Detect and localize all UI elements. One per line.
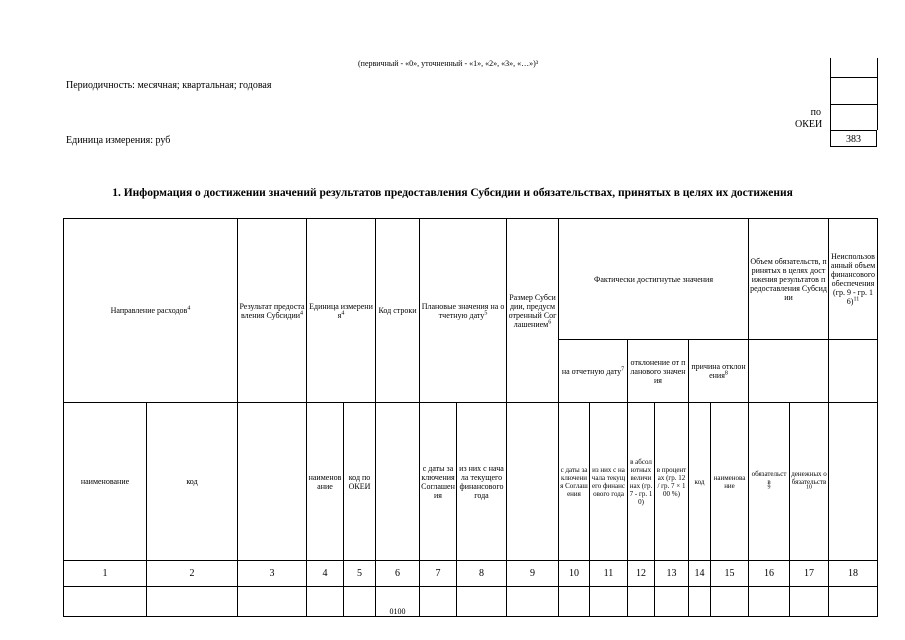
table-cell[interactable] bbox=[147, 587, 238, 617]
col-number: 7 bbox=[420, 561, 457, 587]
col-number: 11 bbox=[590, 561, 628, 587]
header-plan: Плановые значения на отчетную дату$^5$ bbox=[420, 219, 507, 403]
col-number: 3 bbox=[238, 561, 307, 587]
col-number: 13 bbox=[655, 561, 689, 587]
table-cell[interactable] bbox=[238, 587, 307, 617]
col-number: 8 bbox=[457, 561, 507, 587]
table-cell[interactable] bbox=[307, 587, 344, 617]
header-unused-sub bbox=[829, 340, 878, 403]
header-unused: Неиспользованный объем финансового обеспечения (гр. 9 - гр. 16)$^{11}$ bbox=[829, 219, 878, 340]
header-obligations-sub bbox=[749, 340, 829, 403]
table-cell[interactable] bbox=[64, 587, 147, 617]
table-row bbox=[64, 587, 878, 617]
results-table bbox=[63, 218, 878, 617]
col-number: 18 bbox=[829, 561, 878, 587]
table-cell[interactable] bbox=[628, 587, 655, 617]
col-actual-since-year: из них с начала текущего финансового года bbox=[590, 403, 628, 561]
table-cell[interactable] bbox=[655, 587, 689, 617]
header-direction: Направление расходов$^4$ bbox=[64, 219, 238, 403]
header-deviation: отклонение от планового значения bbox=[628, 340, 689, 403]
line-code-cell: 0100 bbox=[376, 587, 420, 617]
col-number: 16 bbox=[749, 561, 790, 587]
col-okei: код по ОКЕИ bbox=[344, 403, 376, 561]
table-cell[interactable] bbox=[711, 587, 749, 617]
col-unused-empty bbox=[829, 403, 878, 561]
report-type-note: (первичный - «0», уточненный - «1», «2», «3», «…»)³ bbox=[358, 59, 539, 68]
col-code: код bbox=[147, 403, 238, 561]
column-numbers-row bbox=[64, 561, 878, 587]
col-deviation-pct: в процентах (гр. 12 / гр. 7 × 100 %) bbox=[655, 403, 689, 561]
col-reason-name: наименование bbox=[711, 403, 749, 561]
header-result: Результат предоставления Субсидии$^4$ bbox=[238, 219, 307, 403]
table-cell[interactable] bbox=[790, 587, 829, 617]
col-actual-since-agreement: с даты заключения Соглашения bbox=[559, 403, 590, 561]
table-cell[interactable] bbox=[689, 587, 711, 617]
col-deviation-abs: в абсолютных величинах (гр. 7 - гр. 10) bbox=[628, 403, 655, 561]
col-number: 12 bbox=[628, 561, 655, 587]
header-actual: Фактически достигнутые значения bbox=[559, 219, 749, 340]
col-unit-name: наименование bbox=[307, 403, 344, 561]
col-plan-since-agreement: с даты заключения Соглашения bbox=[420, 403, 457, 561]
unit-label: Единица измерения: руб bbox=[66, 135, 171, 146]
col-money-obligations: денежных обязательств $^{10}$ bbox=[790, 403, 829, 561]
col-plan-since-year: из них с начала текущего финансового года bbox=[457, 403, 507, 561]
table-cell[interactable] bbox=[420, 587, 457, 617]
col-number: 17 bbox=[790, 561, 829, 587]
table-cell[interactable] bbox=[344, 587, 376, 617]
table-cell[interactable] bbox=[507, 587, 559, 617]
periodicity-label: Периодичность: месячная; квартальная; годовая bbox=[66, 80, 272, 91]
col-number: 1 bbox=[64, 561, 147, 587]
code-box-divider bbox=[830, 104, 878, 105]
header-line-code: Код строки bbox=[376, 219, 420, 403]
code-box-divider bbox=[830, 77, 878, 78]
header-obligations: Объем обязательств, принятых в целях достижения результатов предоставления Субсидии bbox=[749, 219, 829, 340]
col-number: 6 bbox=[376, 561, 420, 587]
col-name: наименование bbox=[64, 403, 147, 561]
table-cell[interactable] bbox=[829, 587, 878, 617]
col-number: 5 bbox=[344, 561, 376, 587]
col-number: 4 bbox=[307, 561, 344, 587]
table-cell[interactable] bbox=[749, 587, 790, 617]
okei-label: по ОКЕИ bbox=[795, 107, 823, 130]
col-result-empty bbox=[238, 403, 307, 561]
table-cell[interactable] bbox=[457, 587, 507, 617]
col-number: 10 bbox=[559, 561, 590, 587]
col-agreement-empty bbox=[507, 403, 559, 561]
col-line-code-empty bbox=[376, 403, 420, 561]
header-agreement-amount: Размер Субсидии, предусмотренный Соглашением$^6$ bbox=[507, 219, 559, 403]
col-obligations: обязательств $^9$ bbox=[749, 403, 790, 561]
code-box-column bbox=[830, 58, 878, 130]
header-reason: причина отклонения$^8$ bbox=[689, 340, 749, 403]
col-number: 9 bbox=[507, 561, 559, 587]
col-reason-code: код bbox=[689, 403, 711, 561]
okei-code-cell: 383 bbox=[830, 130, 877, 147]
col-number: 15 bbox=[711, 561, 749, 587]
table-cell[interactable] bbox=[590, 587, 628, 617]
section-title: 1. Информация о достижении значений результатов предоставления Субсидии и обязательствах, принятых в целях их достижения bbox=[112, 187, 793, 199]
table-cell[interactable] bbox=[559, 587, 590, 617]
header-at-date: на отчетную дату$^7$ bbox=[559, 340, 628, 403]
col-number: 2 bbox=[147, 561, 238, 587]
col-number: 14 bbox=[689, 561, 711, 587]
header-unit: Единица измерения$^4$ bbox=[307, 219, 376, 403]
